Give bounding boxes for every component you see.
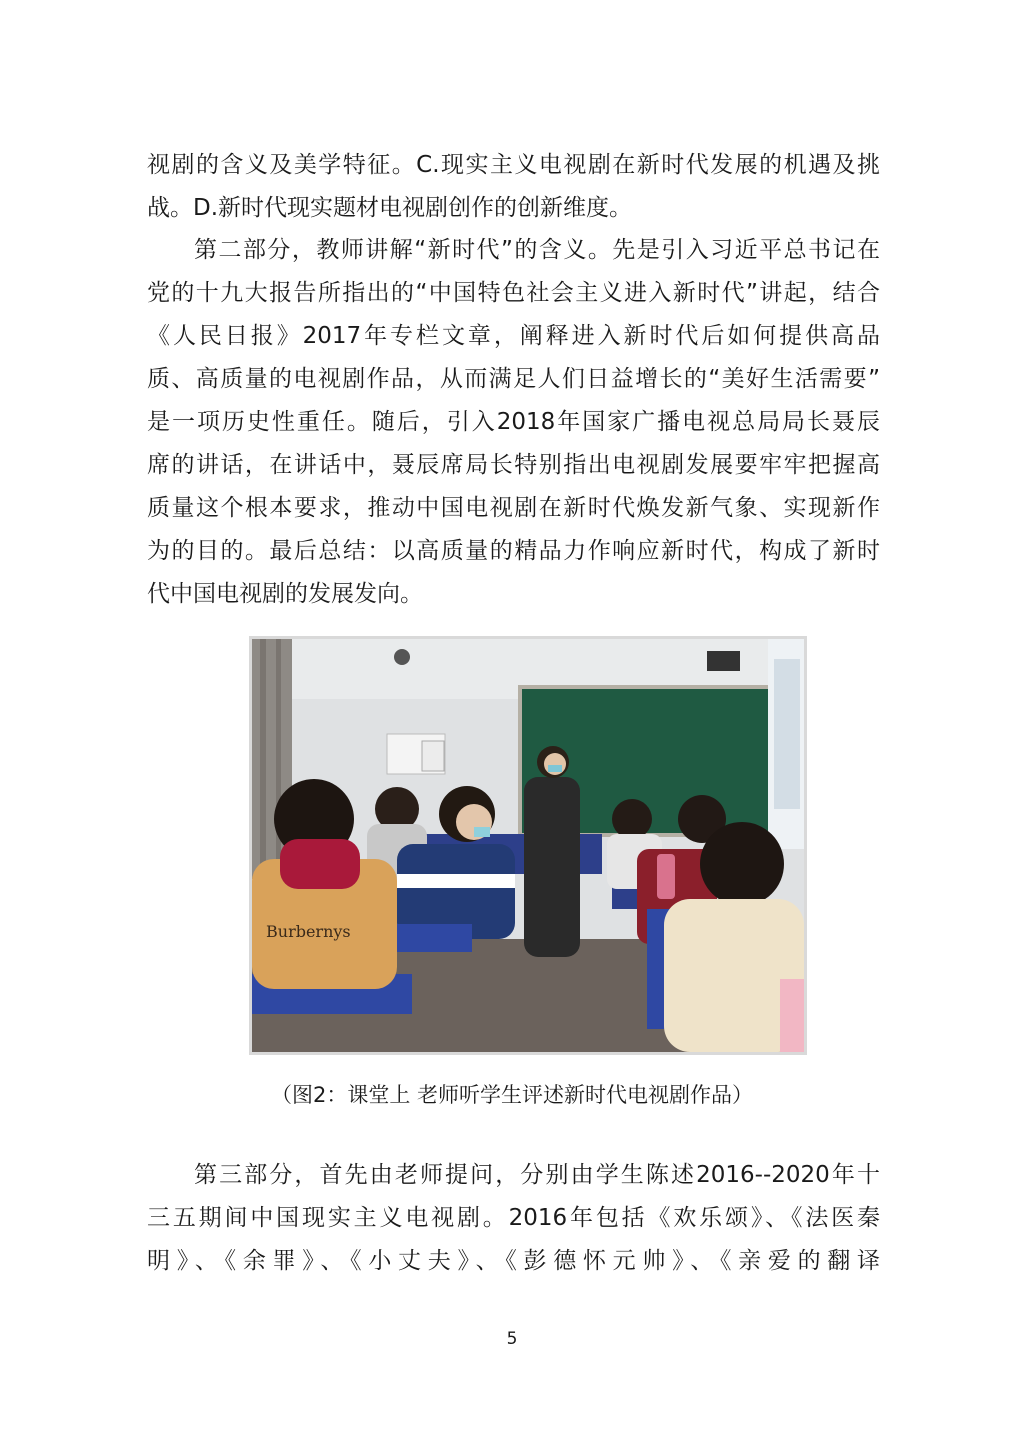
text-line: 质量这个根本要求，推动中国电视剧在新时代焕发新气象、实现新作 [147, 495, 880, 521]
text-line: 党的十九大报告所指出的“中国特色社会主义进入新时代”讲起，结合 [147, 280, 880, 306]
text-line: 席的讲话，在讲话中，聂辰席局长特别指出电视剧发展要牢牢把握高 [147, 452, 880, 478]
figure-caption: （图2：课堂上 老师听学生评述新时代电视剧作品） [270, 1083, 754, 1107]
text-line: 第二部分，教师讲解“新时代”的含义。先是引入习近平总书记在 [194, 237, 880, 263]
sweatshirt-text: Burbernys [266, 922, 351, 941]
text-line: 三五期间中国现实主义电视剧。2016年包括《欢乐颂》、《法医秦 [147, 1205, 880, 1231]
text-line: 质、高质量的电视剧作品，从而满足人们日益增长的“美好生活需要” [147, 366, 880, 392]
text-line: 战。D.新时代现实题材电视剧创作的创新维度。 [147, 195, 633, 221]
text-line: 是一项历史性重任。随后，引入2018年国家广播电视总局局长聂辰 [147, 409, 880, 435]
classroom-photo [249, 636, 807, 1055]
text-line: 《人民日报》2017年专栏文章，阐释进入新时代后如何提供高品 [147, 323, 880, 349]
text-line: 代中国电视剧的发展发向。 [147, 581, 423, 607]
text-line: 第三部分，首先由老师提问，分别由学生陈述2016--2020年十 [194, 1162, 880, 1188]
text-line: 视剧的含义及美学特征。C.现实主义电视剧在新时代发展的机遇及挑 [147, 152, 880, 178]
paragraph-2 [147, 229, 880, 616]
paragraph-3 [147, 1154, 880, 1283]
text-line: 为的目的。最后总结：以高质量的精品力作响应新时代，构成了新时 [147, 538, 880, 564]
page-number: 5 [506, 1329, 518, 1349]
paragraph-1 [147, 144, 880, 230]
text-line: 明》、《余罪》、《小丈夫》、《彭德怀元帅》、《亲爱的翻译 [147, 1248, 880, 1274]
